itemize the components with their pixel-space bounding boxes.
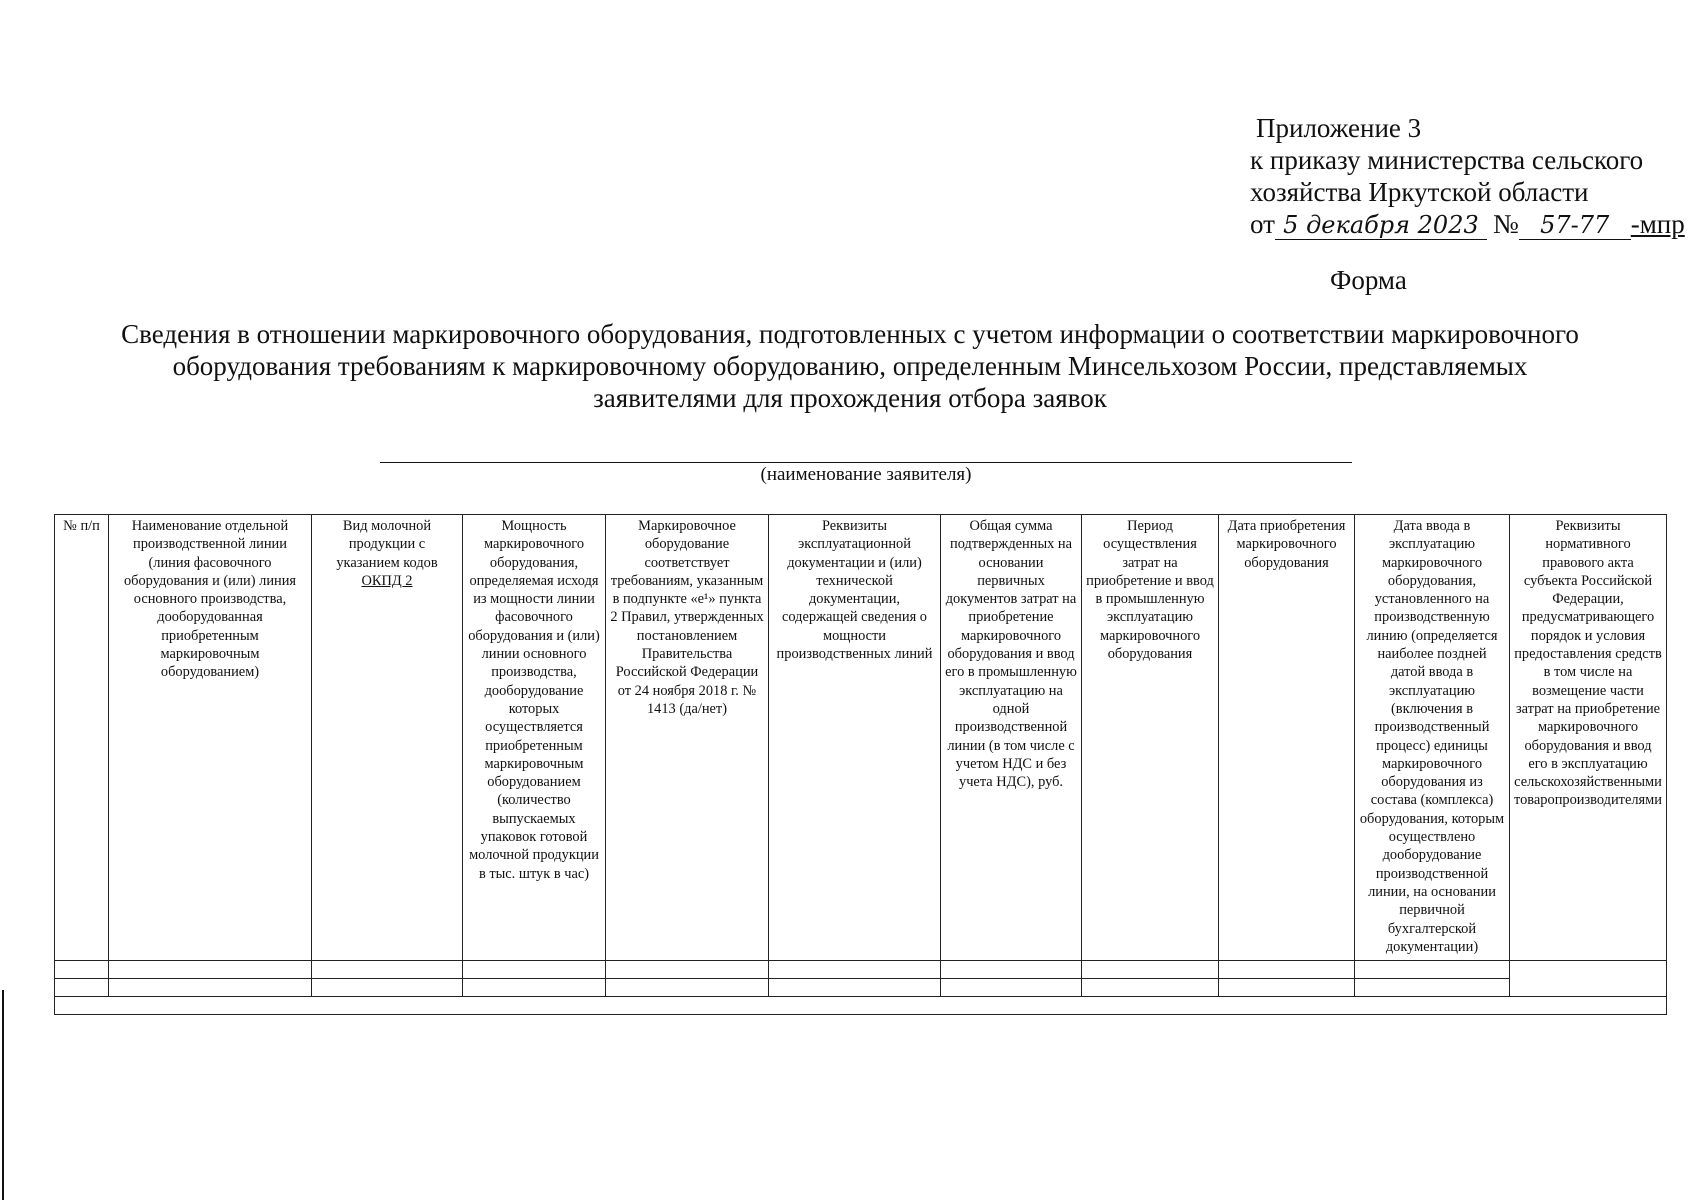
table-cell[interactable] — [312, 961, 463, 979]
table-cell[interactable] — [606, 979, 769, 997]
header-cell-commission-date: Дата ввода в эксплуатацию маркировочного оборудования, установленного на производственную линию (определяется наиболее поздней датой ввода в эксплуатацию (включения в производственный процесс) единицы маркировочного оборудования из состава (комплекса) оборудования, которым осуществлено дооборудование производственной линии, на основании первичной бухгалтерской документации) — [1355, 515, 1510, 961]
header-cell-total-cost: Общая сумма подтвержденных на основании первичных документов затрат на приобретение маркировочного оборудования и ввод его в промышленную эксплуатацию на одной производственной линии (в том числе с учетом НДС и без учета НДС), руб. — [941, 515, 1082, 961]
scan-margin-line — [2, 990, 4, 1200]
table-cell[interactable] — [769, 961, 941, 979]
table-cell[interactable] — [1355, 961, 1510, 979]
table-cell[interactable] — [55, 961, 109, 979]
applicant-name-line — [380, 462, 1352, 463]
header-cell-capacity: Мощность маркировочного оборудования, определяемая исходя из мощности линии фасовочного оборудования и (или) линии основного производства, дооборудование которых осуществляется приобретенным маркировочным оборудованием (количество выпускаемых упаковок готовой молочной продукции в тыс. штук в час) — [463, 515, 606, 961]
handwritten-number: 57-77 — [1519, 211, 1631, 240]
table-cell[interactable] — [109, 979, 312, 997]
handwritten-date: 5 декабря 2023 — [1275, 211, 1487, 240]
table-cell[interactable] — [109, 961, 312, 979]
table-cell[interactable] — [1355, 979, 1510, 997]
table-cell[interactable] — [312, 979, 463, 997]
table-cell[interactable] — [1082, 979, 1219, 997]
applicant-caption: (наименование заявителя) — [760, 464, 972, 485]
table-cell[interactable] — [941, 979, 1082, 997]
header-cell-cost-period: Период осуществления затрат на приобретение и ввод в промышленную эксплуатацию маркировочного оборудования — [1082, 515, 1219, 961]
okpd-code-link[interactable]: ОКПД 2 — [361, 572, 413, 589]
table-row — [55, 961, 1667, 979]
table-cell[interactable] — [1219, 961, 1355, 979]
header-cell-product-type — [312, 515, 463, 961]
document-title: Сведения в отношении маркировочного оборудования, подготовленных с учетом информации о соответствии маркировочного оборудования требованиям к маркировочному оборудованию, определенным Минсельхозом России, представляемых заявителями для прохождения отбора заявок — [121, 319, 1579, 413]
table-row — [55, 997, 1667, 1015]
appendix-ministry-line: хозяйства Иркутской области — [1250, 177, 1589, 207]
table-cell[interactable] — [1082, 961, 1219, 979]
header-cell-compliance: Маркировочное оборудование соответствует требованиям, указанным в подпункте «е¹» пункта 2 Правил, утвержденных постановлением Правительства Российской Федерации от 24 ноября 2018 г. № 1413 (да/нет) — [606, 515, 769, 961]
order-date-number — [1250, 208, 1690, 240]
from-prefix: от — [1250, 209, 1275, 239]
table-cell[interactable] — [463, 961, 606, 979]
appendix-number: Приложение 3 — [1256, 113, 1422, 143]
table-cell[interactable] — [55, 979, 109, 997]
table-header-row — [55, 515, 1667, 961]
header-cell-line-name: Наименование отдельной производственной линии (линия фасовочного оборудования и (или) линия основного производства, дооборудованная приобретенным маркировочным оборудованием) — [109, 515, 312, 961]
table-cell[interactable] — [769, 979, 941, 997]
table-cell[interactable] — [1219, 979, 1355, 997]
number-prefix: № — [1492, 209, 1519, 239]
header-product-type-text: Вид молочной продукции с указанием кодов — [336, 518, 438, 571]
header-cell-number: № п/п — [55, 515, 109, 961]
appendix-block — [1250, 112, 1690, 240]
number-suffix: -мпр — [1630, 209, 1685, 239]
header-cell-purchase-date: Дата приобретения маркировочного оборудования — [1219, 515, 1355, 961]
header-cell-legal-act: Реквизиты нормативного правового акта субъекта Российской Федерации, предусматривающего порядок и условия предоставления средств в том числе на возмещение части затрат на приобретение маркировочного оборудования и ввод его в эксплуатацию сельскохозяйственными товаропроизводителями — [1510, 515, 1667, 961]
appendix-order-line: к приказу министерства сельского — [1250, 145, 1644, 175]
equipment-table — [54, 514, 1667, 1015]
table-cell[interactable] — [606, 961, 769, 979]
form-label: Форма — [1330, 265, 1407, 295]
header-cell-documentation: Реквизиты эксплуатационной документации и (или) технической документации, содержащей сведения о мощности производственных линий — [769, 515, 941, 961]
table-cell[interactable] — [55, 997, 1667, 1015]
table-cell[interactable] — [463, 979, 606, 997]
table-cell[interactable] — [941, 961, 1082, 979]
table-cell[interactable] — [1510, 961, 1667, 997]
table-row — [55, 979, 1667, 997]
